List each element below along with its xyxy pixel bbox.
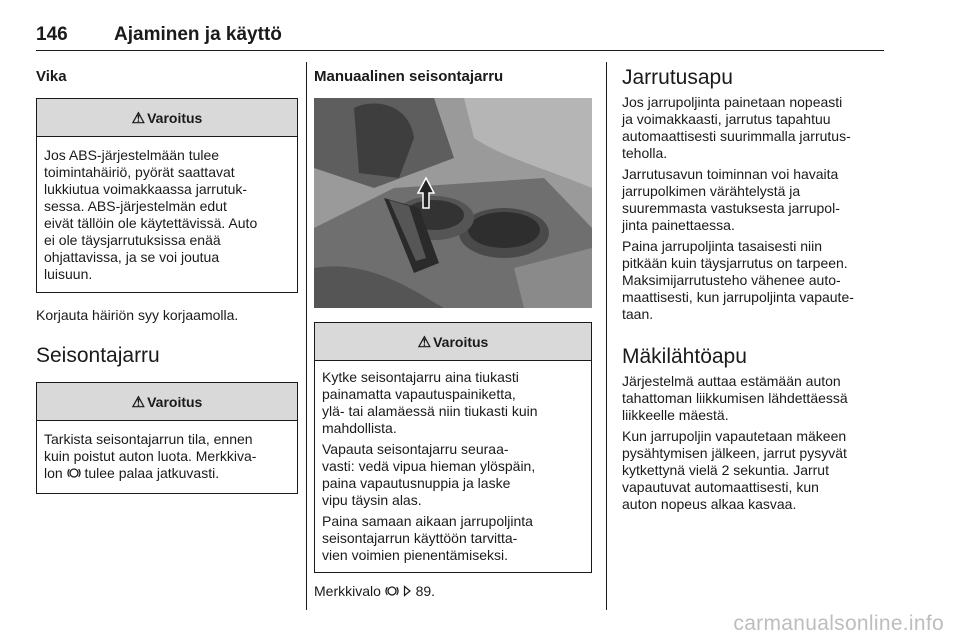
paragraph: Kun jarrupoljin vapautetaan mäkeen pysähtymisen jälkeen, jarrut pysyvät kytkettynä vielä 2 sekuntia. Jarrut vapautuvat automaattisesti, kun auton nopeus alkaa kasvaa. — [622, 428, 847, 512]
column-divider-1 — [306, 62, 307, 610]
paragraph: Jos jarrupoljinta painetaan nopeasti ja voimakkaasti, jarrutus tapahtuu automaattisesti suurimmalla jarrutus- teholla. — [622, 94, 851, 161]
warning-body — [37, 421, 297, 493]
warning-triangle-icon: ⚠ — [131, 394, 146, 411]
warning-text: Tarkista seisontajarrun tila, ennen kuin poistut auton luota. Merkkiva- lon tulee palaa jatkuvasti. — [44, 431, 290, 484]
warning-paragraph: Paina samaan aikaan jarrupoljinta seisontajarrun käyttöön tarvitta- vien voimien pienentämiseksi. — [322, 513, 533, 563]
warning-paragraph: Vapauta seisontajarru seuraa- vasti: vedä vipua hieman ylöspäin, paina vapautusnuppia ja laske vipu täysin alas. — [322, 441, 536, 508]
page-number: 146 — [36, 24, 68, 45]
warning-body — [37, 137, 297, 292]
section-heading-vika: Vika — [36, 68, 67, 85]
column-middle — [314, 60, 592, 602]
section-heading-seisontajarru: Seisontajarru — [36, 344, 160, 367]
watermark: carmanualsonline.info — [733, 612, 944, 635]
fix-instruction: Korjauta häiriön syy korjaamolla. — [36, 307, 239, 323]
warning-triangle-icon: ⚠ — [417, 334, 432, 351]
page-reference-link[interactable]: 89. — [415, 583, 436, 599]
warning-body — [315, 361, 591, 572]
warning-triangle-icon: ⚠ — [131, 110, 146, 127]
warning-box-abs — [36, 98, 298, 293]
page-header-title: Ajaminen ja käyttö — [114, 24, 282, 45]
warning-label: Varoitus — [147, 394, 203, 410]
brake-warning-light-icon — [67, 466, 81, 484]
section-heading-makilahtoapu: Mäkilähtöapu — [622, 345, 747, 368]
brake-warning-light-icon — [385, 584, 399, 602]
warning-paragraph: Kytke seisontajarru aina tiukasti painamatta vapautuspainiketta, ylä- tai alamäessä niin tiukasti kuin mahdollista. — [322, 369, 538, 436]
paragraph: Jarrutusavun toiminnan voi havaita jarrupolkimen värähtelystä ja suuremmasta vastuksesta jarrupol- jinta painettaessa. — [622, 166, 840, 233]
warning-label: Varoitus — [147, 110, 203, 126]
warning-text: Jos ABS-järjestelmään tulee toimintahäiriö, pyörät saattavat lukkiutua voimakkaassa jarrutuk- sessa. ABS-järjestelmän edut eivät tällöin ole käytettävissä. Auto ei ole täysjarrutuksissa enää ohjattavissa, ja se voi joutua luisuun. — [44, 147, 258, 282]
page-reference-arrow-icon — [403, 584, 412, 601]
paragraph: Järjestelmä auttaa estämään auton tahattoman liikkumisen lähdettäessä liikkeelle mäestä. — [622, 373, 848, 423]
column-divider-2 — [606, 62, 607, 610]
column-right — [622, 60, 884, 513]
header-rule — [36, 50, 884, 51]
warning-header — [315, 323, 591, 361]
warning-label: Varoitus — [433, 334, 489, 350]
section-heading-jarrutusapu: Jarrutusapu — [622, 66, 733, 89]
warning-header — [37, 383, 297, 421]
parking-brake-photo — [314, 98, 592, 308]
indicator-reference: Merkkivalo 89. — [314, 583, 592, 602]
warning-box-parking — [36, 382, 298, 494]
warning-box-manual-brake — [314, 322, 592, 573]
section-heading-manual-parking-brake: Manuaalinen seisontajarru — [314, 68, 504, 85]
warning-header — [37, 99, 297, 137]
column-left — [36, 60, 298, 494]
paragraph: Paina jarrupoljinta tasaisesti niin pitkään kuin täysjarrutus on tarpeen. Maksimijarrutusteho vähenee auto- maattisesti, kun jarrupoljinta vapaute- taan. — [622, 238, 854, 322]
